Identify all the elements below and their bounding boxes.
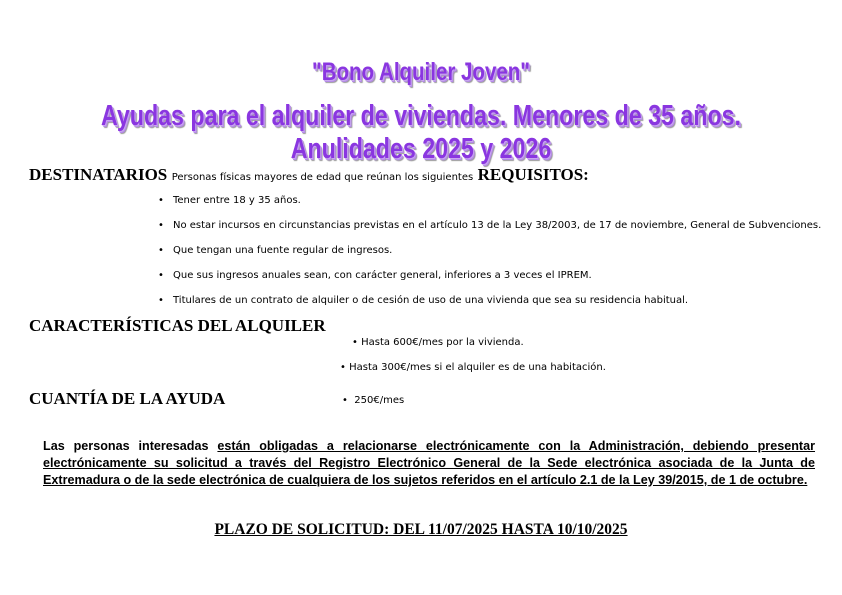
list-item: • Tener entre 18 y 35 años. — [158, 195, 821, 220]
destinatarios-intro: Personas físicas mayores de edad que reúnan los siguientes — [171, 172, 474, 183]
cuantia-value-line: • 250€/mes — [342, 395, 405, 406]
destinatarios-line — [29, 165, 589, 185]
requisitos-heading: REQUISITOS: — [477, 165, 589, 184]
notice-paragraph — [43, 438, 815, 489]
notice-underlined: están obligadas a relacionarse electrónicamente con la Administración, debiendo presentar electrónicamente su solicitud a través del Registro Electrónico General de la Sede electrónica asociada de la Junta de Extremadura o de la sede electrónica de cualquiera de los sujetos referidos en el artículo 2.1 de la Ley 39/2015, de 1 de octubre. — [43, 439, 816, 487]
caracteristicas-heading: CARACTERÍSTICAS DEL ALQUILER — [29, 316, 326, 335]
cuantia-heading: CUANTÍA DE LA AYUDA — [29, 389, 226, 408]
caracteristicas-item: • Hasta 600€/mes por la vivienda. — [352, 337, 524, 348]
document-subtitle: Ayudas para el alquiler de viviendas. Menores de 35 años. Anulidades 2025 y 2026 — [101, 100, 741, 165]
notice-lead: Las personas interesadas — [43, 439, 209, 453]
cuantia-value: 250€/mes — [354, 395, 405, 406]
list-item: • No estar incursos en circunstancias previstas en el artículo 13 de la Ley 38/2003, de 17 de noviembre, General de Subvenciones. — [158, 220, 821, 245]
plazo-solicitud: PLAZO DE SOLICITUD: DEL 11/07/2025 HASTA 10/10/2025 — [214, 521, 628, 538]
list-item: • Titulares de un contrato de alquiler o de cesión de uso de una vivienda que sea su residencia habitual. — [158, 295, 821, 320]
caracteristicas-item-text: Hasta 600€/mes por la vivienda. — [361, 337, 524, 348]
document-title: "Bono Alquiler Joven" — [311, 58, 530, 86]
list-item: • Que tengan una fuente regular de ingresos. — [158, 245, 821, 270]
requisitos-list — [158, 195, 821, 320]
caracteristicas-item-text: Hasta 300€/mes si el alquiler es de una habitación. — [349, 362, 606, 373]
destinatarios-heading: DESTINATARIOS — [29, 165, 168, 184]
caracteristicas-item: • Hasta 300€/mes si el alquiler es de una habitación. — [340, 362, 606, 373]
list-item: • Que sus ingresos anuales sean, con carácter general, inferiores a 3 veces el IPREM. — [158, 270, 821, 295]
